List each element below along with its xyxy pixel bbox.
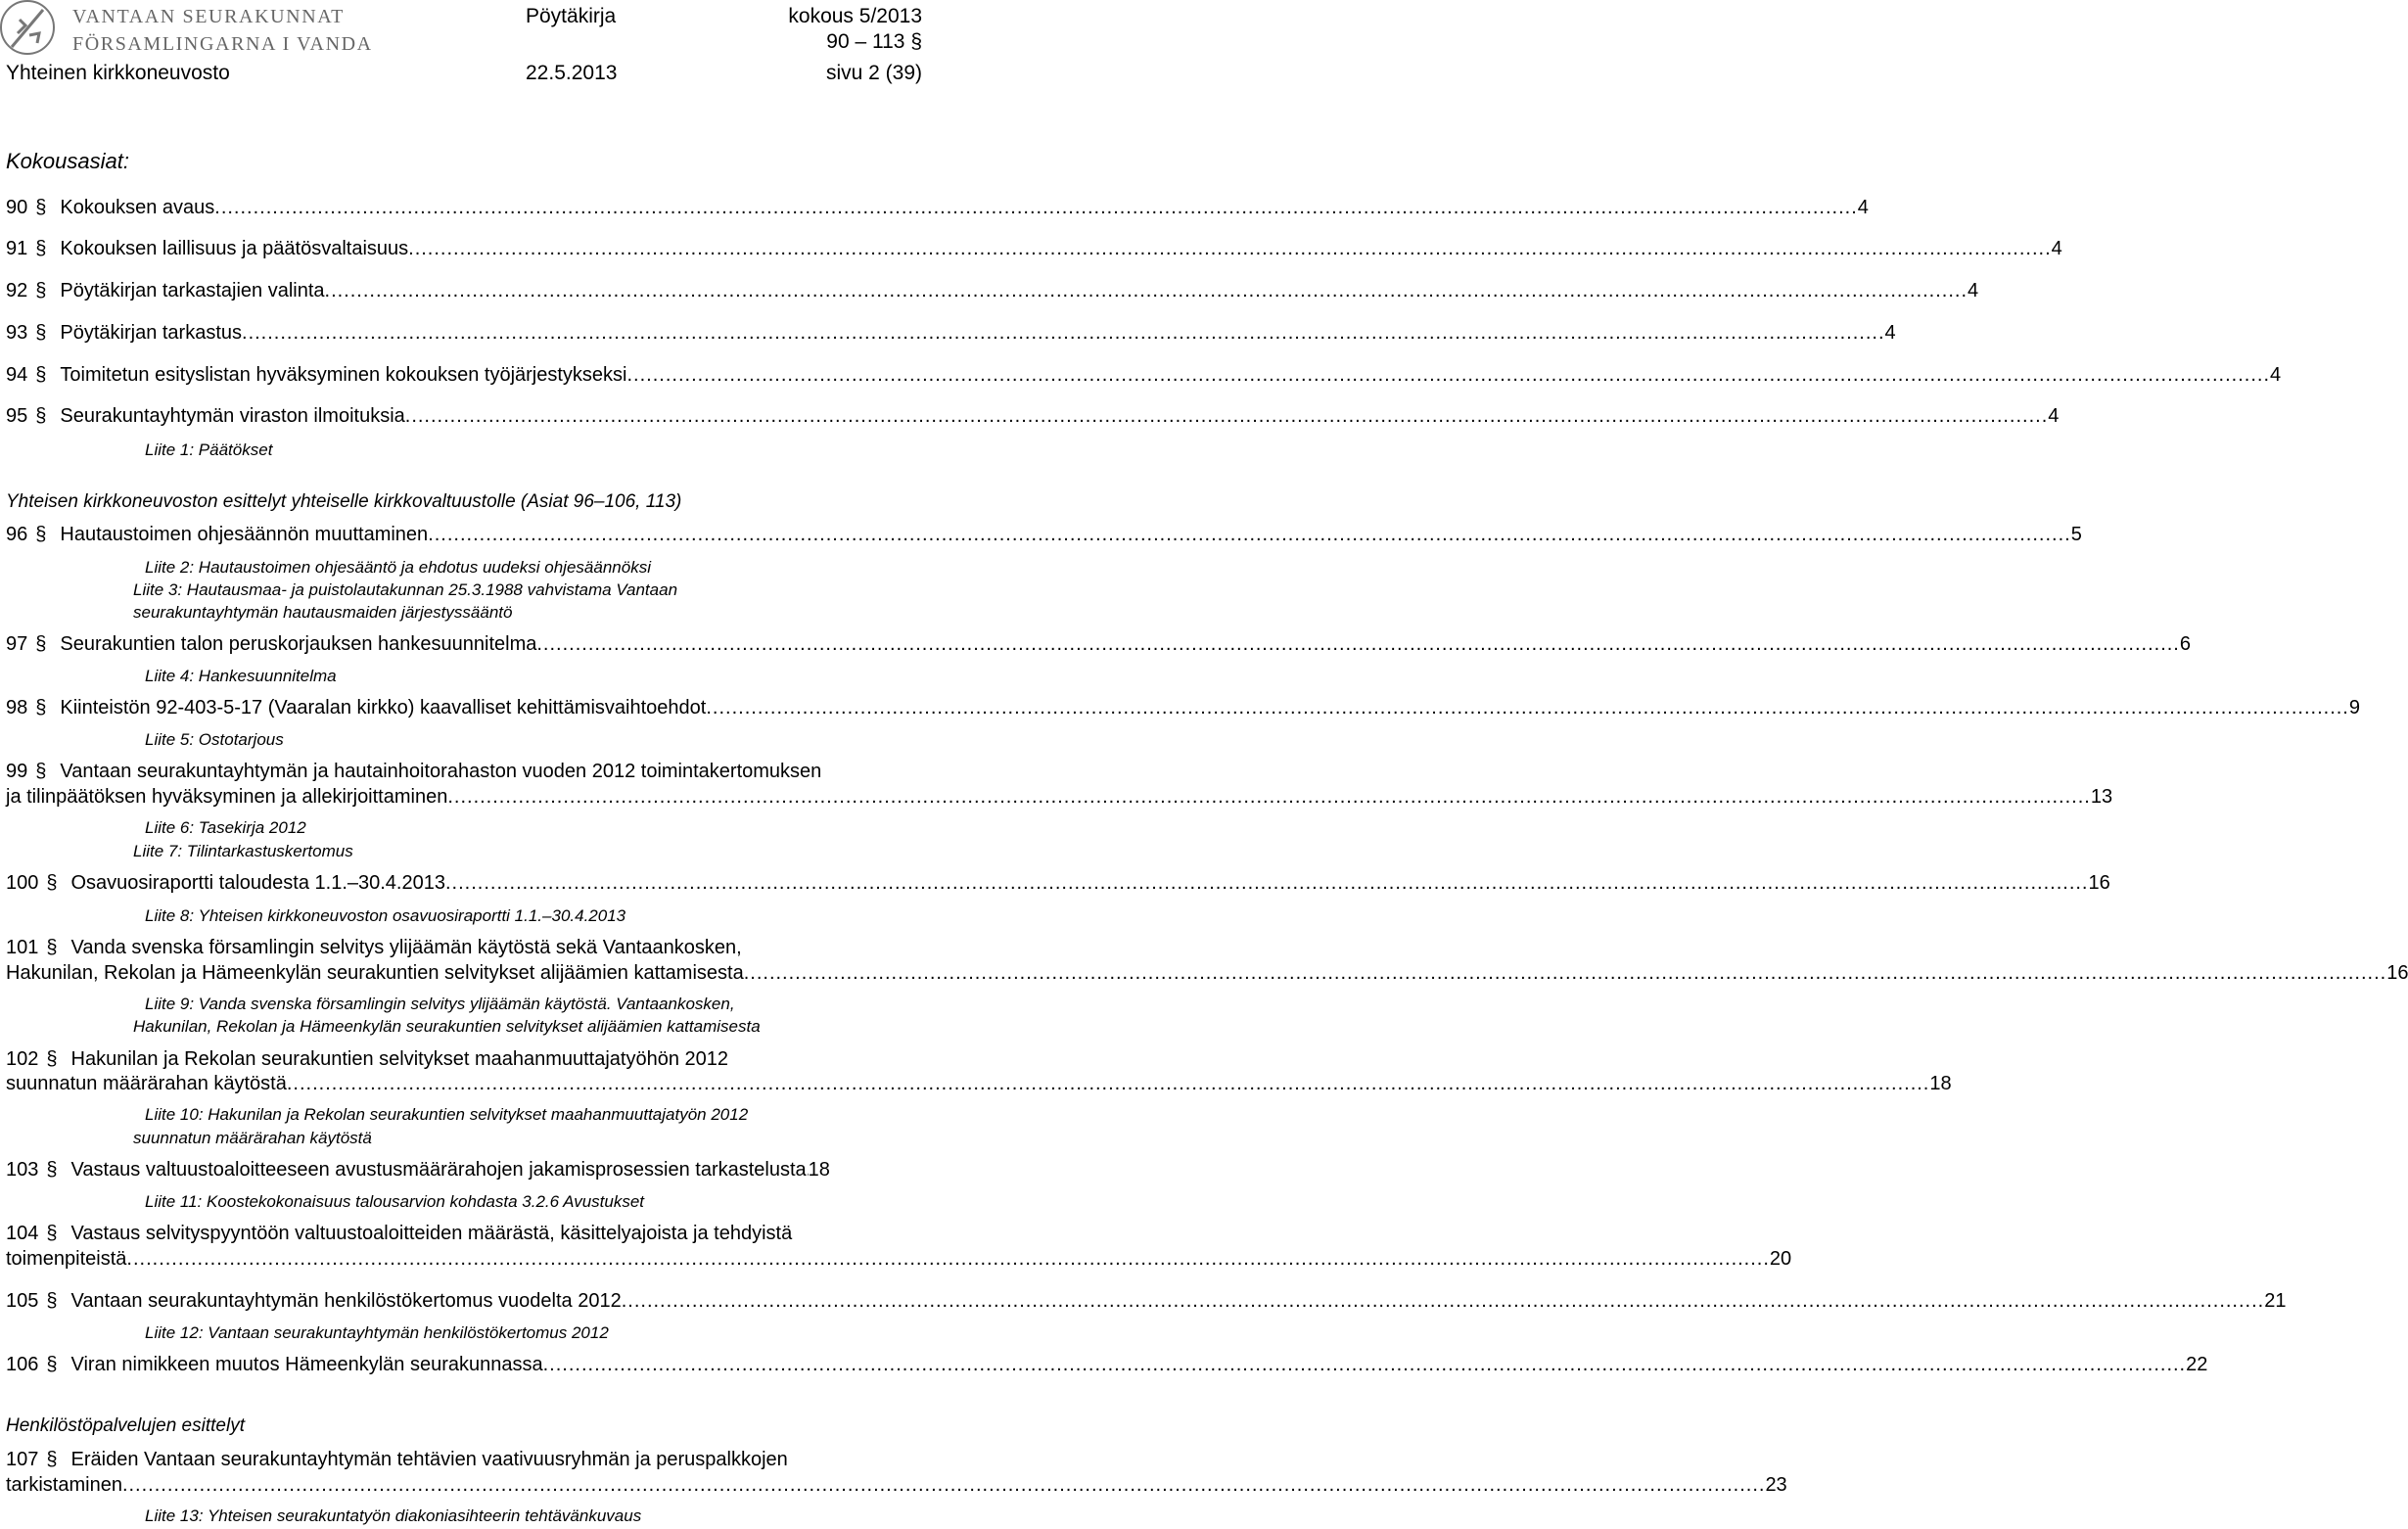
dot-leader	[536, 633, 2180, 656]
toc-item-96[interactable]	[6, 524, 2082, 549]
item-title-line1: Vanda svenska församlingin selvitys ylijäämän käytöstä sekä Vantaankosken,	[70, 937, 742, 958]
attachment-13[interactable]: Liite 13: Yhteisen seurakuntatyön diakoniasihteerin tehtävänkuvaus	[145, 1506, 642, 1525]
paragraph-sign: §	[35, 633, 47, 655]
item-title: Pöytäkirjan tarkastus	[60, 322, 243, 344]
document-type: Pöytäkirja	[526, 5, 617, 27]
dot-leader	[214, 197, 1858, 219]
toc-item-107[interactable]	[6, 1474, 1787, 1500]
item-title: Kokouksen laillisuus ja päätösvaltaisuus	[60, 238, 409, 259]
paragraph-sign: §	[35, 238, 47, 259]
table-of-contents	[6, 0, 2408, 1529]
toc-item-105[interactable]	[6, 1290, 2287, 1316]
dot-leader	[627, 364, 2271, 387]
toc-item-99-line1[interactable]	[6, 761, 821, 783]
toc-item-104-line1[interactable]	[6, 1223, 792, 1245]
attachment-8[interactable]: Liite 8: Yhteisen kirkkoneuvoston osavuosiraportti 1.1.–30.4.2013	[145, 906, 626, 925]
page-number: sivu 2 (39)	[825, 62, 922, 84]
attachment-3-continued: seurakuntayhtymän hautausmaiden järjestyssääntö	[133, 603, 513, 622]
item-page: 4	[1857, 197, 1869, 218]
paragraph-sign: §	[35, 197, 47, 218]
item-title: Toimitetun esityslistan hyväksyminen kokouksen työjärjestykseksi	[60, 364, 627, 386]
paragraph-sign: §	[35, 280, 47, 301]
item-page: 9	[2348, 697, 2360, 718]
toc-item-102[interactable]	[6, 1073, 1952, 1098]
toc-item-93[interactable]	[6, 322, 1896, 348]
section-heading-hr: Henkilöstöpalvelujen esittelyt	[6, 1415, 245, 1436]
item-page: 18	[808, 1159, 830, 1181]
toc-item-106[interactable]	[6, 1354, 2208, 1379]
item-page: 4	[2051, 238, 2062, 259]
agenda-heading: Kokousasiat:	[6, 149, 129, 173]
item-title: Kiinteistön 92-403-5-17 (Vaaralan kirkko) kaavalliset kehittämisvaihtoehdot	[60, 697, 707, 718]
meeting-number: kokous 5/2013	[788, 5, 922, 27]
item-number: 100	[6, 872, 39, 894]
dot-leader	[325, 280, 1968, 302]
body-name: Yhteinen kirkkoneuvosto	[6, 62, 230, 84]
attachment-9-continued: Hakunilan, Rekolan ja Hämeenkylän seurakuntien selvitykset alijäämien kattamisesta	[133, 1017, 761, 1036]
item-number: 94	[6, 364, 28, 386]
paragraph-sign: §	[46, 1449, 58, 1470]
item-page: 4	[2270, 364, 2282, 386]
dot-leader	[287, 1073, 1930, 1095]
toc-item-100[interactable]	[6, 872, 2110, 898]
dot-leader	[543, 1354, 2187, 1376]
toc-item-98[interactable]	[6, 697, 2360, 722]
item-title: Pöytäkirjan tarkastajien valinta	[60, 280, 325, 301]
paragraph-sign: §	[46, 1223, 58, 1244]
paragraph-sign: §	[46, 872, 58, 894]
attachment-1[interactable]: Liite 1: Päätökset	[145, 440, 273, 459]
attachment-7[interactable]: Liite 7: Tilintarkastuskertomus	[133, 842, 353, 860]
attachment-6[interactable]: Liite 6: Tasekirja 2012	[145, 818, 306, 837]
item-page: 4	[1968, 280, 1979, 301]
item-number: 90	[6, 197, 28, 218]
toc-item-91[interactable]	[6, 238, 2062, 263]
paragraph-sign: §	[35, 761, 47, 782]
item-title: Seurakuntayhtymän viraston ilmoituksia	[60, 405, 405, 427]
attachment-11[interactable]: Liite 11: Koostekokonaisuus talousarvion kohdasta 3.2.6 Avustukset	[145, 1192, 645, 1211]
toc-item-101-line1[interactable]	[6, 937, 742, 959]
paragraph-sign: §	[35, 405, 47, 427]
item-title: Kokouksen avaus	[60, 197, 215, 218]
item-number: 98	[6, 697, 28, 718]
paragraph-sign: §	[46, 1354, 58, 1375]
section-range: 90 – 113 §	[826, 30, 922, 53]
toc-item-95[interactable]	[6, 405, 2060, 431]
toc-item-94[interactable]	[6, 364, 2282, 390]
item-number: 101	[6, 937, 39, 958]
item-title-line1: Eräiden Vantaan seurakuntayhtymän tehtävien vaativuusryhmän ja peruspalkkojen	[70, 1449, 788, 1470]
dot-leader	[706, 697, 2349, 719]
item-title: Hautaustoimen ohjesäännön muuttaminen	[60, 524, 429, 545]
paragraph-sign: §	[46, 1159, 58, 1181]
item-page: 4	[1884, 322, 1896, 344]
attachment-5[interactable]: Liite 5: Ostotarjous	[145, 730, 284, 749]
dot-leader	[744, 962, 2387, 985]
attachment-4[interactable]: Liite 4: Hankesuunnitelma	[145, 667, 337, 685]
attachment-2[interactable]: Liite 2: Hautaustoimen ohjesääntö ja ehdotus uudeksi ohjesäännöksi	[145, 558, 651, 577]
item-page: 18	[1929, 1073, 1952, 1094]
dot-leader	[445, 872, 2089, 895]
item-number: 106	[6, 1354, 39, 1375]
dot-leader	[405, 405, 2049, 428]
toc-item-101[interactable]	[6, 962, 2408, 988]
toc-item-92[interactable]	[6, 280, 1979, 305]
item-number: 91	[6, 238, 28, 259]
attachment-10-continued: suunnatun määrärahan käytöstä	[133, 1129, 372, 1147]
dot-leader	[408, 238, 2052, 260]
item-page: 4	[2048, 405, 2060, 427]
toc-item-103[interactable]	[6, 1159, 936, 1184]
item-number: 93	[6, 322, 28, 344]
attachment-9[interactable]: Liite 9: Vanda svenska församlingin selvitys ylijäämän käytöstä. Vantaankosken,	[145, 995, 735, 1013]
item-number: 102	[6, 1048, 39, 1070]
item-number: 92	[6, 280, 28, 301]
dot-leader	[242, 322, 1885, 345]
item-title: Osavuosiraportti taloudesta 1.1.–30.4.2013	[70, 872, 445, 894]
toc-item-97[interactable]	[6, 633, 2191, 659]
toc-item-102-line1[interactable]	[6, 1048, 728, 1071]
attachment-12[interactable]: Liite 12: Vantaan seurakuntayhtymän henkilöstökertomus 2012	[145, 1323, 609, 1342]
brand-name-swedish: FÖRSAMLINGARNA I VANDA	[72, 33, 373, 55]
item-title: Vastaus valtuustoaloitteeseen avustusmäärärahojen jakamisprosessien tarkastelusta	[70, 1159, 807, 1181]
toc-item-99[interactable]	[6, 786, 2113, 811]
dot-leader	[622, 1290, 2265, 1313]
item-page: 13	[2090, 786, 2113, 808]
dot-leader	[122, 1474, 1766, 1497]
item-title: Seurakuntien talon peruskorjauksen hankesuunnitelma	[60, 633, 537, 655]
item-title: tarkistaminen	[6, 1474, 122, 1496]
item-page: 23	[1765, 1474, 1787, 1496]
item-number: 103	[6, 1159, 39, 1181]
item-number: 96	[6, 524, 28, 545]
item-title-line1: Hakunilan ja Rekolan seurakuntien selvitykset maahanmuuttajatyöhön 2012	[70, 1048, 729, 1070]
item-number: 105	[6, 1290, 39, 1312]
item-title: Viran nimikkeen muutos Hämeenkylän seurakunnassa	[70, 1354, 543, 1375]
item-page: 6	[2179, 633, 2191, 655]
paragraph-sign: §	[46, 1290, 58, 1312]
item-title: ja tilinpäätöksen hyväksyminen ja allekirjoittaminen	[6, 786, 448, 808]
paragraph-sign: §	[35, 697, 47, 718]
paragraph-sign: §	[46, 937, 58, 958]
paragraph-sign: §	[35, 524, 47, 545]
paragraph-sign: §	[35, 322, 47, 344]
dot-leader	[126, 1248, 1770, 1271]
item-number: 99	[6, 761, 28, 782]
item-page: 20	[1769, 1248, 1792, 1270]
item-title-line1: Vantaan seurakuntayhtymän ja hautainhoitorahaston vuoden 2012 toimintakertomuksen	[60, 761, 822, 782]
dot-leader	[447, 786, 2091, 809]
item-number: 95	[6, 405, 28, 427]
item-number: 104	[6, 1223, 39, 1244]
item-title-line1: Vastaus selvityspyyntöön valtuustoaloitteiden määrästä, käsittelyajoista ja tehdyistä	[70, 1223, 793, 1244]
section-heading-council: Yhteisen kirkkoneuvoston esittelyt yhteiselle kirkkovaltuustolle (Asiat 96–106, 113)	[6, 491, 682, 512]
attachment-10[interactable]: Liite 10: Hakunilan ja Rekolan seurakuntien selvitykset maahanmuuttajatyön 2012	[145, 1105, 749, 1124]
item-title: Hakunilan, Rekolan ja Hämeenkylän seurakuntien selvitykset alijäämien kattamisesta	[6, 962, 744, 984]
item-title: Vantaan seurakuntayhtymän henkilöstökertomus vuodelta 2012	[70, 1290, 622, 1312]
item-title: toimenpiteistä	[6, 1248, 127, 1270]
attachment-3[interactable]: Liite 3: Hautausmaa- ja puistolautakunnan 25.3.1988 vahvistama Vantaan	[133, 580, 678, 599]
item-number: 97	[6, 633, 28, 655]
paragraph-sign: §	[35, 364, 47, 386]
item-page: 16	[2386, 962, 2408, 984]
brand-name-finnish: VANTAAN SEURAKUNNAT	[72, 6, 345, 27]
item-number: 107	[6, 1449, 39, 1470]
dot-leader	[428, 524, 2071, 546]
paragraph-sign: §	[46, 1048, 58, 1070]
toc-item-90[interactable]	[6, 197, 1869, 222]
toc-item-104[interactable]	[6, 1248, 1792, 1274]
item-page: 5	[2070, 524, 2082, 545]
toc-item-107-line1[interactable]	[6, 1449, 788, 1471]
item-page: 21	[2264, 1290, 2287, 1312]
item-page: 22	[2186, 1354, 2208, 1375]
meeting-date: 22.5.2013	[526, 62, 618, 84]
item-title: suunnatun määrärahan käytöstä	[6, 1073, 287, 1094]
item-page: 16	[2088, 872, 2110, 894]
